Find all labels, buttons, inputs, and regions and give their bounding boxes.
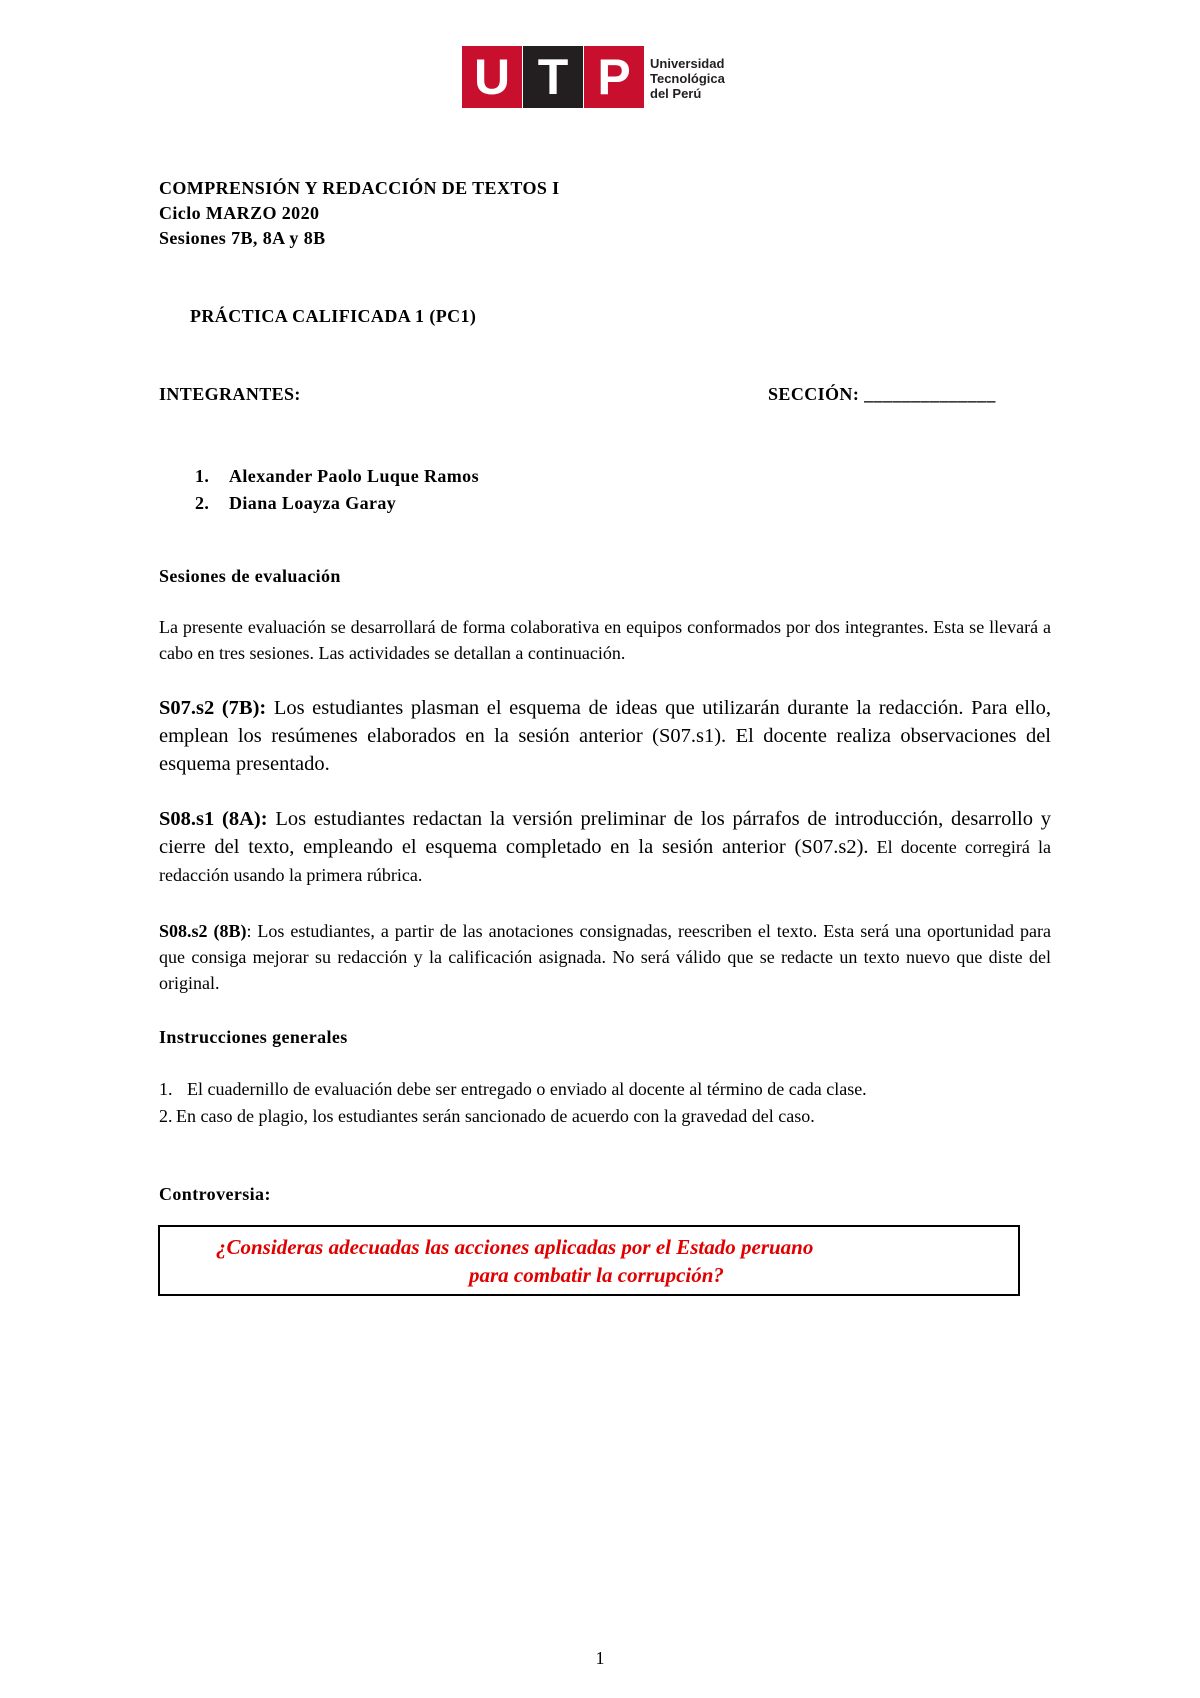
- controversy-question-line1: ¿Consideras adecuadas las acciones aplicadas por el Estado peruano: [216, 1235, 814, 1259]
- controversy-label: Controversia:: [159, 1184, 271, 1204]
- page-title: PRÁCTICA CALIFICADA 1 (PC1): [190, 306, 477, 326]
- list-item: 2. Diana Loayza Garay: [195, 493, 397, 513]
- controversy-question-line2: para combatir la corrupción?: [469, 1263, 724, 1287]
- instructions-heading: Instrucciones generales: [159, 1027, 348, 1047]
- logo-letter-u: U: [462, 46, 522, 108]
- course-cycle: Ciclo MARZO 2020: [159, 203, 320, 223]
- eval-intro: La presente evaluación se desarrollará de forma colaborativa en equipos conformados por dos integrantes. Esta se llevará a cabo en tres sesiones. Las actividades se detallan a continuación.: [159, 617, 1051, 663]
- section-field: SECCIÓN: ______________: [768, 384, 996, 404]
- course-sessions: Sesiones 7B, 8A y 8B: [159, 228, 326, 248]
- page-number: 1: [595, 1648, 605, 1668]
- logo-letter-p: P: [584, 46, 644, 108]
- utp-logo: [462, 46, 732, 108]
- session-s08s2: S08.s2 (8B): Los estudiantes, a partir de las anotaciones consignadas, reescriben el texto. Esta será una oportunidad para que consiga mejorar su redacción y la calificación asignada. No será válido que se redacte un texto nuevo que diste del original.: [159, 921, 1051, 993]
- controversy-box: [158, 1225, 1020, 1296]
- session-s07s2: S07.s2 (7B): Los estudiantes plasman el esquema de ideas que utilizarán durante la redacción. Para ello, emplean los resúmenes elaborados en la sesión anterior (S07.s1). El docente realiza observaciones del esquema presentado.: [159, 697, 1051, 775]
- eval-heading: Sesiones de evaluación: [159, 566, 341, 586]
- members-label: INTEGRANTES:: [159, 384, 301, 404]
- list-item: 1. El cuadernillo de evaluación debe ser entregado o enviado al docente al término de cada clase.: [159, 1079, 867, 1099]
- list-item: 2. En caso de plagio, los estudiantes serán sancionado de acuerdo con la gravedad del caso.: [159, 1106, 815, 1126]
- logo-letter-t: T: [523, 46, 583, 108]
- list-item: 1. Alexander Paolo Luque Ramos: [195, 466, 479, 486]
- course-title: COMPRENSIÓN Y REDACCIÓN DE TEXTOS I: [159, 178, 560, 198]
- logo-university-name: Universidad Tecnológica del Perú: [650, 56, 725, 101]
- session-s08s1: S08.s1 (8A): Los estudiantes redactan la versión preliminar de los párrafos de introducción, desarrollo y cierre del texto, empleando el esquema completado en la sesión anterior (S07.s2). El docente corregirá la redacción usando la primera rúbrica.: [159, 808, 1051, 885]
